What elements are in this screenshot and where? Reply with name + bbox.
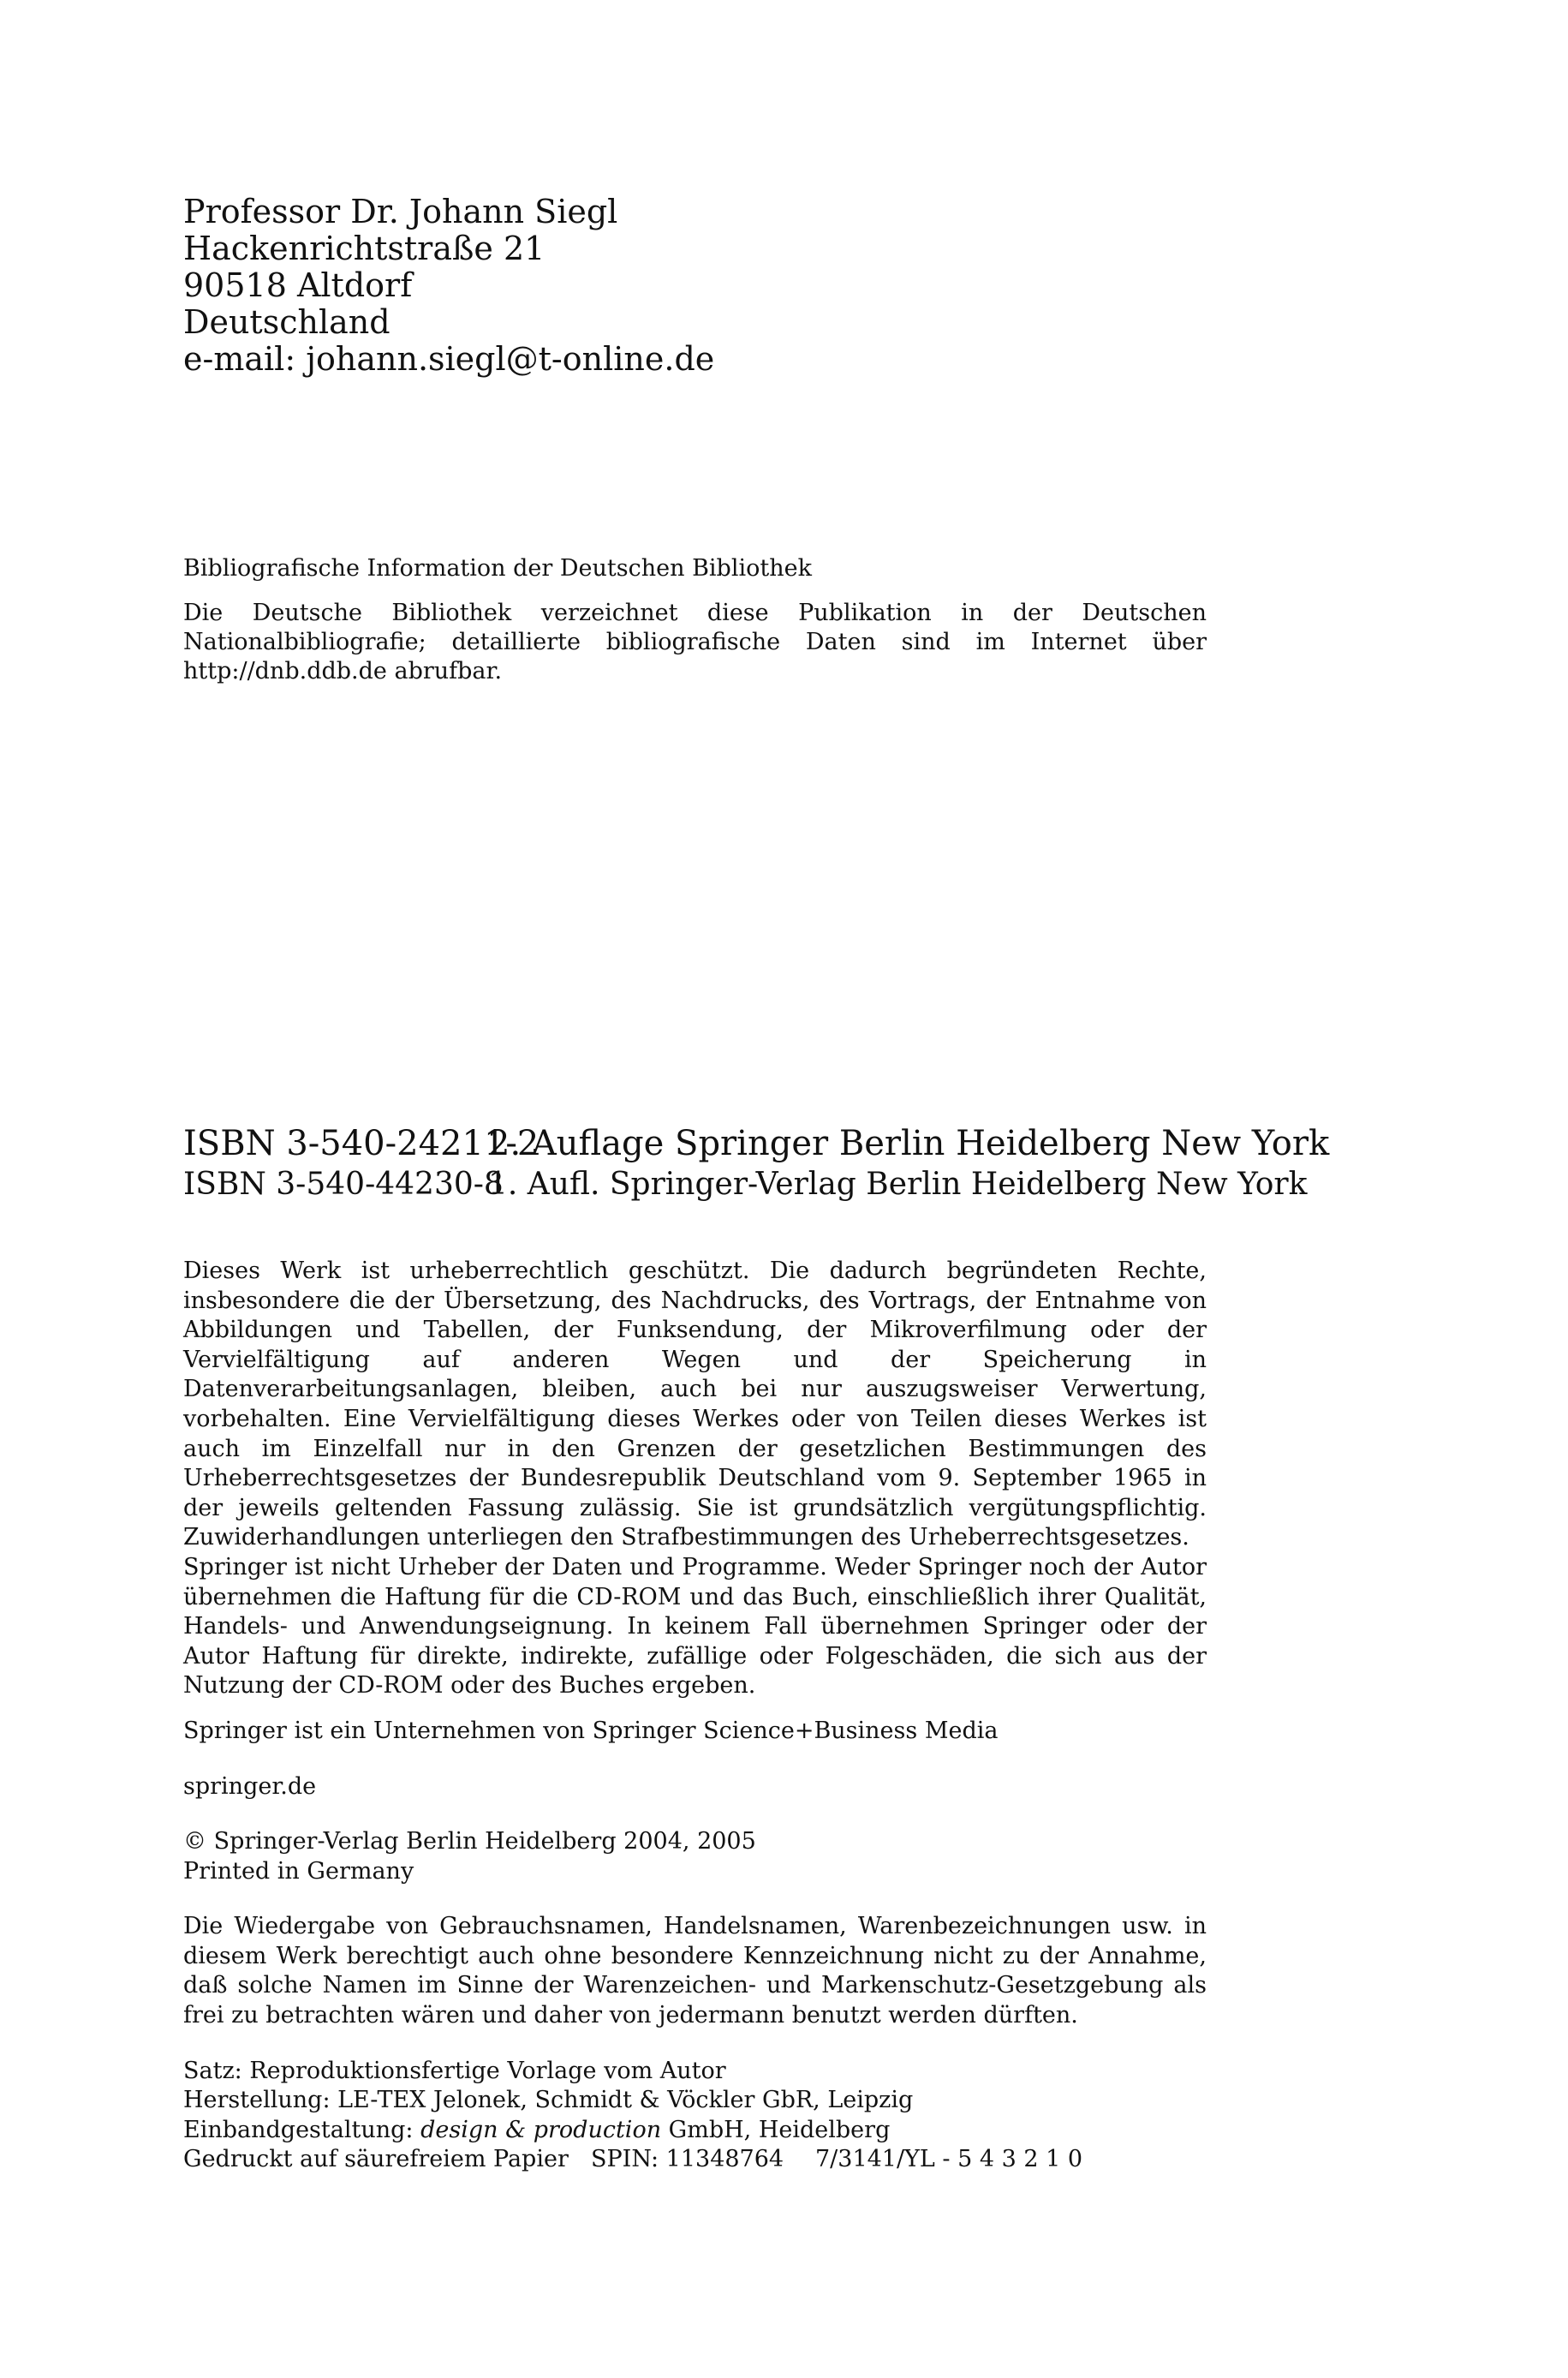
copyright-line: © Springer-Verlag Berlin Heidelberg 2004, 2005 <box>183 1828 756 1855</box>
isbn-number: ISBN 3-540-44230-8 <box>183 1167 504 1202</box>
isbn-edition: 2. Auflage Springer Berlin Heidelberg New York <box>488 1124 1330 1163</box>
typesetting-line: Satz: Reproduktionsfertige Vorlage vom Autor <box>183 2057 726 2084</box>
manufacturing-suffix: Jelonek, Schmidt & Vöckler GbR, Leipzig <box>426 2087 914 2114</box>
website: springer.de <box>183 1772 317 1800</box>
printed-in: Printed in Germany <box>183 1857 414 1885</box>
author-city: 90518 Altdorf <box>183 266 413 304</box>
cover-prefix: Einbandgestaltung: <box>183 2116 421 2143</box>
author-address <box>183 194 1211 378</box>
isbn-row <box>183 1122 1330 1165</box>
production-credits <box>183 2057 1207 2175</box>
biblio-text: Die Deutsche Bibliothek verzeichnet diese Publikation in der Deutschen Nationalbibliografie; detaillierte bibliografische Daten sind im Internet über http://dnb.ddb.de abrufbar. <box>183 600 1207 684</box>
manufacturing-line <box>183 2086 1207 2116</box>
biblio-heading: Bibliografische Information der Deutschen Bibliothek <box>183 555 812 582</box>
trademark-notice: Die Wiedergabe von Gebrauchsnamen, Handelsnamen, Warenbezeichnungen usw. in diesem Werk berechtigt auch ohne besondere Kennzeichnung nicht zu der Annahme, daß solche Namen im Sinne der Warenzeichen- und Markenschutz-Gesetzgebung als frei zu betrachten wären und daher von jedermann benutzt werden dürften. <box>183 1913 1207 2029</box>
liability-notice: Springer ist nicht Urheber der Daten und Programme. Weder Springer noch der Autor übernehmen die Haftung für die CD-ROM und das Buch, einschließlich ihrer Qualität, Handels- und Anwendungseignung. In keinem Fall übernehmen Springer oder der Autor Haftung für direkte, indirekte, zufällige oder Folgeschäden, die sich aus der Nutzung der CD-ROM oder des Buches ergeben. <box>183 1553 1207 1700</box>
author-street: Hackenrichtstraße 21 <box>183 230 546 267</box>
isbn-row <box>183 1165 1308 1204</box>
company-notice: Springer ist ein Unternehmen von Springer Science+Business Media <box>183 1717 999 1744</box>
tex-logo: TEX <box>377 2087 426 2114</box>
paper-info: Gedruckt auf säurefreiem Papier <box>183 2146 569 2173</box>
isbn-number: ISBN 3-540-24211-2 <box>183 1124 540 1163</box>
spin-number: SPIN: 11348764 <box>591 2146 784 2173</box>
author-country: Deutschland <box>183 303 391 341</box>
isbn-block <box>183 1122 1330 1204</box>
bibliographic-information <box>183 554 1207 686</box>
cover-suffix: GmbH, Heidelberg <box>661 2116 891 2143</box>
manufacturing-prefix: Herstellung: LE- <box>183 2087 378 2114</box>
copyright-notice: Dieses Werk ist urheberrechtlich geschützt. Die dadurch begründeten Rechte, insbesondere die der Übersetzung, des Nachdrucks, des Vortrags, der Entnahme von Abbildungen und Tabellen, der Funksendung, der Mikroverfilmung oder der Vervielfältigung auf anderen Wegen und der Speicherung in Datenverarbeitungsanlagen, bleiben, auch bei nur auszugsweiser Verwertung, vorbehalten. Eine Vervielfältigung dieses Werkes oder von Teilen dieses Werkes ist auch im Einzelfall nur in den Grenzen der gesetzlichen Bestimmungen des Urheberrechtsgesetzes der Bundesrepublik Deutschland vom 9. September 1965 in der jeweils geltenden Fassung zulässig. Sie ist grundsätzlich vergütungspflichtig. Zuwiderhandlungen unterliegen den Strafbestimmungen des Urheberrechtsgesetzes. <box>183 1258 1207 1551</box>
print-code: 7/3141/YL - 5 4 3 2 1 0 <box>815 2146 1083 2173</box>
cover-design-line <box>183 2116 1207 2146</box>
isbn-edition: 1. Aufl. Springer-Verlag Berlin Heidelberg New York <box>488 1167 1308 1202</box>
cover-designer: design & production <box>420 2116 662 2143</box>
author-email: e-mail: johann.siegl@t-online.de <box>183 340 715 378</box>
author-name: Professor Dr. Johann Siegl <box>183 193 618 230</box>
legal-notices <box>183 1257 1207 2175</box>
paper-line <box>183 2145 1207 2175</box>
